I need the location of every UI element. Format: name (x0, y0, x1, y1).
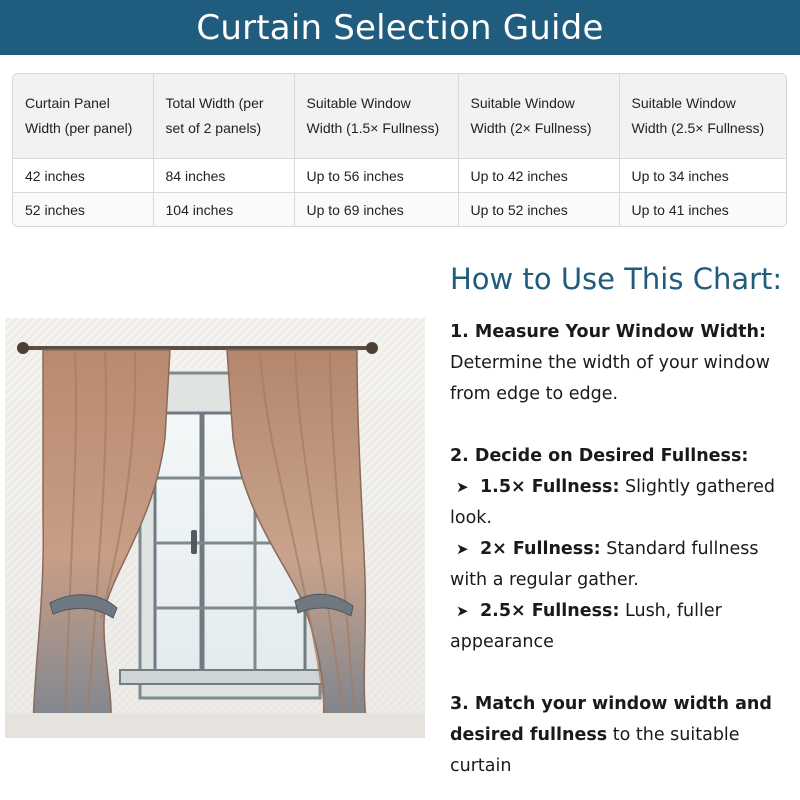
fullness-text: Standard fullness with a regular gather. (450, 539, 759, 590)
fullness-option (450, 472, 790, 534)
fullness-label: 1.5× Fullness: (480, 477, 620, 497)
step3-text (450, 689, 790, 782)
sizing-table (12, 73, 787, 227)
table-cell: 84 inches (153, 159, 294, 193)
fullness-label: 2× Fullness: (480, 539, 601, 559)
column-header: Suitable Window Width (1.5× Fullness) (294, 74, 458, 159)
table-row (13, 159, 786, 193)
how-to-title: How to Use This Chart: (450, 262, 783, 296)
triangle-right-icon: ➤ (456, 540, 469, 558)
table-row (13, 193, 786, 227)
fullness-option (450, 534, 790, 596)
header-banner (0, 0, 800, 55)
column-header: Suitable Window Width (2.5× Fullness) (619, 74, 786, 159)
triangle-right-icon: ➤ (456, 478, 469, 496)
page-title: Curtain Selection Guide (196, 7, 604, 48)
table-cell: Up to 41 inches (619, 193, 786, 227)
step2-heading: 2. Decide on Desired Fullness: (450, 446, 749, 466)
step3-emphasis: desired fullness (450, 725, 608, 745)
table-cell: 52 inches (13, 193, 153, 227)
curtain-window-illustration (5, 318, 425, 738)
fullness-option (450, 596, 790, 658)
table-cell: Up to 42 inches (458, 159, 619, 193)
column-header: Curtain Panel Width (per panel) (13, 74, 153, 159)
step1-text: Determine the width of your window from edge to edge. (450, 353, 770, 404)
fullness-label: 2.5× Fullness: (480, 601, 620, 621)
fullness-text: Slightly gathered look. (450, 477, 775, 528)
column-header: Suitable Window Width (2× Fullness) (458, 74, 619, 159)
table-cell: Up to 34 inches (619, 159, 786, 193)
table-cell: Up to 69 inches (294, 193, 458, 227)
table-header-row (13, 74, 786, 159)
table-cell: Up to 56 inches (294, 159, 458, 193)
triangle-right-icon: ➤ (456, 602, 469, 620)
table-cell: 42 inches (13, 159, 153, 193)
fullness-text: Lush, fuller appearance (450, 601, 722, 652)
column-header: Total Width (per set of 2 panels) (153, 74, 294, 159)
how-to-steps (450, 317, 790, 782)
step3-heading: 3. Match your window width and (450, 694, 772, 714)
step1-heading: 1. Measure Your Window Width: (450, 322, 766, 342)
table-cell: 104 inches (153, 193, 294, 227)
step3-body: to the suitable curtain (450, 725, 740, 776)
table-cell: Up to 52 inches (458, 193, 619, 227)
